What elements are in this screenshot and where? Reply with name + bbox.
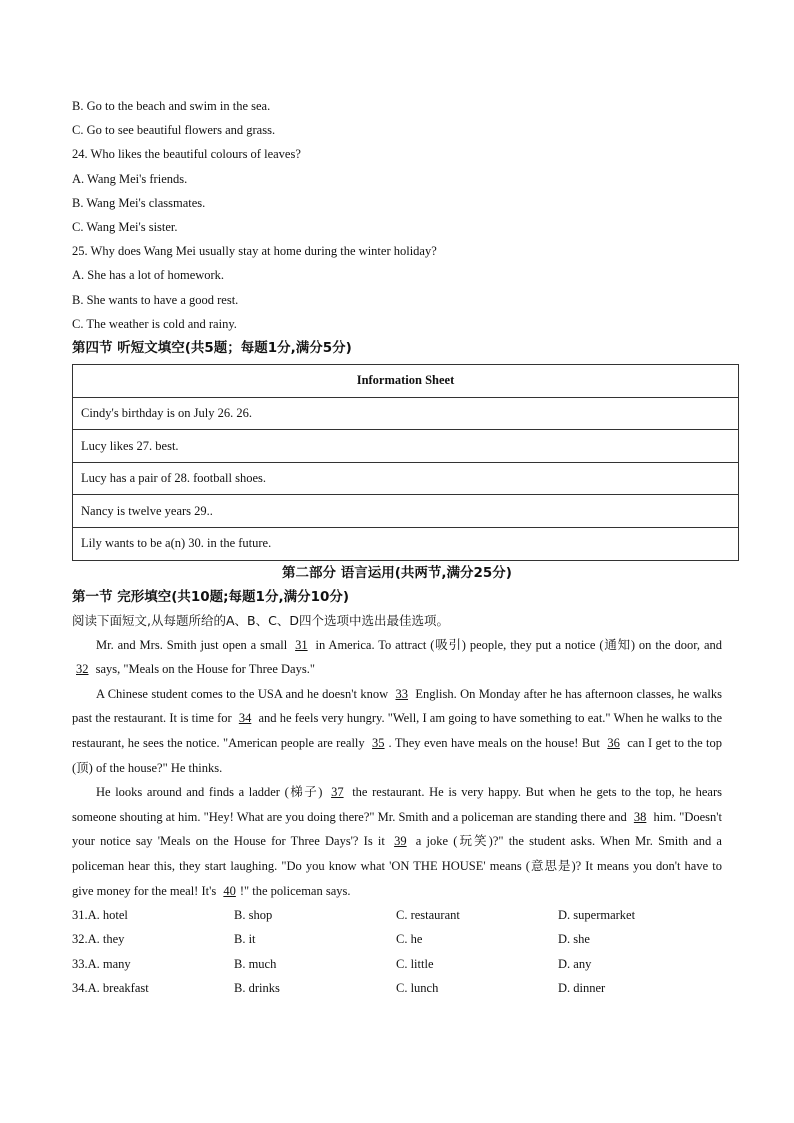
choice-option: C. he <box>396 932 423 947</box>
choice-option: D. any <box>558 956 592 971</box>
exam-page <box>72 94 722 1000</box>
blank-35: 35 <box>372 735 385 750</box>
answer-choices-grid <box>72 903 722 1000</box>
question-line: 24. Who likes the beautiful colours of leaves? <box>72 147 301 162</box>
option-line: C. Wang Mei's sister. <box>72 220 178 235</box>
choice-option: B. drinks <box>234 980 280 995</box>
part2-heading: 第二部分 语言运用(共两节,满分25分) <box>282 564 512 581</box>
blank-31: 31 <box>295 637 308 652</box>
information-sheet-row: Lucy likes 27. best. <box>73 430 739 463</box>
option-line: B. Go to the beach and swim in the sea. <box>72 99 271 113</box>
blank-32: 32 <box>76 662 89 677</box>
choice-option: C. little <box>396 956 434 971</box>
section4-heading: 第四节 听短文填空(共5题；每题1分,满分5分) <box>72 340 352 357</box>
choice-option: B. shop <box>234 908 273 923</box>
passage-paragraph-2: A Chinese student comes to the USA and he doesn't know 33 English. On Monday after he has afternoon classes, he walks past the restaurant. It is time for 34 and he feels very hungry. "Well, I am going to have something to eat." When he walks to the restaurant, he sees the notice. "American people are really 35 . They even have meals on the house! But 36 can I get to the top (顶) of the house?" He thinks. <box>72 686 723 775</box>
cloze-section-heading: 第一节 完形填空(共10题;每题1分,满分10分) <box>72 588 350 605</box>
choice-option: 31.A. hotel <box>72 908 128 923</box>
choice-option: 33.A. many <box>72 956 131 971</box>
question-line: 25. Why does Wang Mei usually stay at home during the winter holiday? <box>72 244 437 259</box>
information-sheet-table <box>72 364 739 561</box>
option-line: B. She wants to have a good rest. <box>72 292 239 307</box>
information-sheet-header: Information Sheet <box>73 365 739 398</box>
choice-option: D. supermarket <box>558 908 636 923</box>
information-sheet-row: Nancy is twelve years 29.. <box>73 495 739 528</box>
information-sheet-row: Cindy's birthday is on July 26. 26. <box>73 397 739 430</box>
passage-paragraph-3: He looks around and finds a ladder (梯子) 37 the restaurant. He is very happy. But when he gets to the top, he hears someone shouting at him. "Hey! What are you doing there?" Mr. Smith and a policeman are standing there and 38 him. "Doesn't your notice say 'Meals on the House for Three Days'? Is it 39 a joke (玩笑)?" the student asks. When Mr. Smith and a policeman hear this, they start laughing. "Do you know what 'ON THE HOUSE' means (意思是)? It means you don't have to give money for the meal! It's 40 !" the policeman says. <box>72 785 722 898</box>
blank-38: 38 <box>633 809 647 824</box>
option-line: A. She has a lot of homework. <box>72 268 225 283</box>
blank-34: 34 <box>238 711 252 726</box>
choice-option: C. restaurant <box>396 908 460 923</box>
blank-39: 39 <box>394 834 407 849</box>
option-line: C. The weather is cold and rainy. <box>72 316 237 331</box>
blank-40: 40 <box>223 883 236 898</box>
blank-37: 37 <box>331 785 344 800</box>
information-sheet-row: Lucy has a pair of 28. football shoes. <box>73 462 739 495</box>
choice-option: D. dinner <box>558 980 606 995</box>
option-line: C. Go to see beautiful flowers and grass. <box>72 123 276 138</box>
choice-option: B. it <box>234 932 256 947</box>
choice-option: 34.A. breakfast <box>72 980 149 995</box>
option-line: B. Wang Mei's classmates. <box>72 195 206 210</box>
option-line: A. Wang Mei's friends. <box>72 171 188 186</box>
blank-36: 36 <box>607 735 620 750</box>
question-options-block <box>72 94 722 336</box>
cloze-instruction: 阅读下面短文,从每题所给的A、B、C、D四个选项中选出最佳选项。 <box>72 612 449 628</box>
choice-option: C. lunch <box>396 980 439 995</box>
choice-option: D. she <box>558 932 590 947</box>
choice-option: 32.A. they <box>72 932 125 947</box>
choice-option: B. much <box>234 956 277 971</box>
passage-paragraph-1: Mr. and Mrs. Smith just open a small 31 in America. To attract (吸引) people, they put a notice (通知) on the door, and 32 says, "Meals on the House for Three Days." <box>72 633 722 682</box>
blank-33: 33 <box>395 686 409 701</box>
information-sheet-row: Lily wants to be a(n) 30. in the future. <box>73 528 739 561</box>
